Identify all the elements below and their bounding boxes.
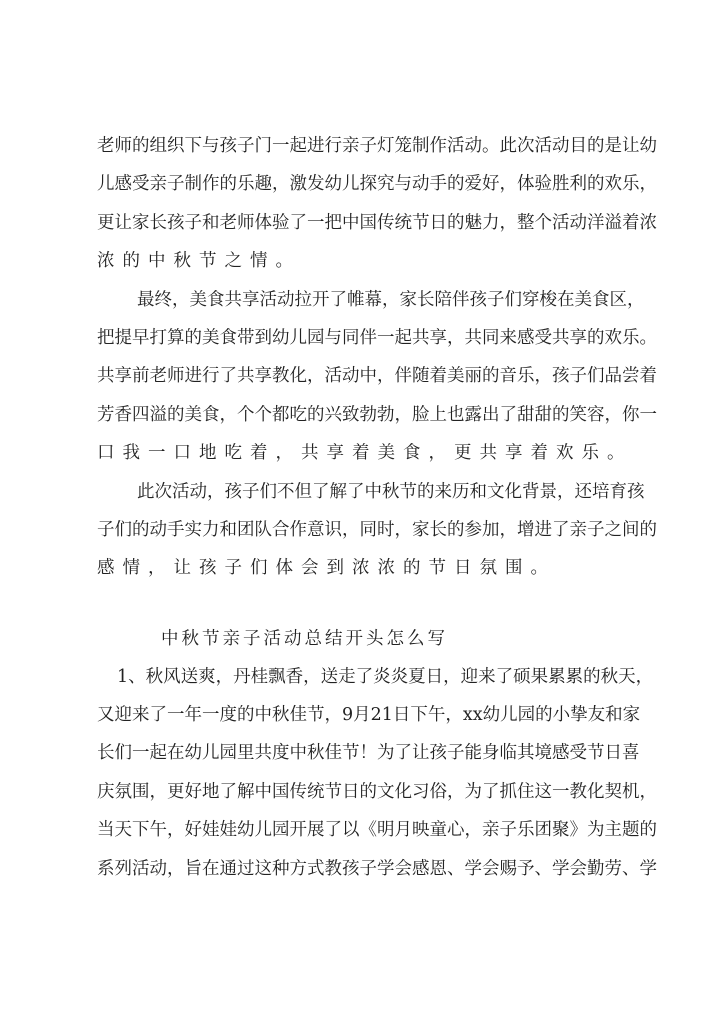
text-line: 芳香四溢的美食，个个都吃的兴致勃勃，脸上也露出了甜甜的笑容，你一 — [97, 404, 657, 425]
text-line: 感情，让孩子们体会到浓浓的节日氛围。 — [97, 558, 556, 579]
text-line: 最终，美食共享活动拉开了帷幕，家长陪伴孩子们穿梭在美食区， — [137, 289, 645, 310]
text-line: 更让家长孩子和老师体验了一把中国传统节日的魅力，整个活动洋溢着浓 — [97, 212, 657, 233]
text-line: 庆氛围，更好地了解中国传统节日的文化习俗，为了抓住这一教化契机， — [97, 781, 657, 802]
document-page — [97, 132, 657, 893]
text-line: 当天下午，好娃娃幼儿园开展了以《明月映童心，亲子乐团聚》为主题的 — [97, 820, 657, 841]
text-line: 儿感受亲子制作的乐趣，激发幼儿探究与动手的爱好，体验胜利的欢乐， — [97, 174, 657, 195]
text-line: 长们一起在幼儿园里共度中秋佳节！为了让孩子能身临其境感受节日喜 — [97, 743, 640, 764]
paragraph-3 — [97, 478, 657, 593]
paragraph-4 — [97, 663, 657, 893]
text-line: 口我一口地吃着，共享着美食，更共享着欢乐。 — [97, 443, 633, 464]
text-line: 又迎来了一年一度的中秋佳节，9月21日下午，xx幼儿园的小挚友和家 — [97, 705, 641, 726]
section-heading: 中秋节亲子活动总结开头怎么写 — [161, 628, 448, 649]
text-line: 此次活动，孩子们不但了解了中秋节的来历和文化背景，还培育孩 — [137, 481, 645, 502]
paragraph-1 — [97, 132, 657, 286]
text-line: 系列活动，旨在通过这种方式教孩子学会感恩、学会赐予、学会勤劳、学 — [97, 858, 657, 879]
text-line: 共享前老师进行了共享教化，活动中，伴随着美丽的音乐，孩子们品尝着 — [97, 366, 657, 387]
text-line: 浓的中秋节之情。 — [97, 251, 301, 272]
text-line: 子们的动手实力和团队合作意识，同时，家长的参加，增进了亲子之间的 — [97, 519, 657, 540]
text-line: 1、秋风送爽，丹桂飘香，送走了炎炎夏日，迎来了硕果累累的秋天， — [117, 666, 654, 687]
text-line: 把提早打算的美食带到幼儿园与同伴一起共享，共同来感受共享的欢乐。 — [97, 327, 657, 348]
paragraph-2 — [97, 286, 657, 478]
text-line: 老师的组织下与孩子门一起进行亲子灯笼制作活动。此次活动目的是让幼 — [97, 136, 657, 156]
